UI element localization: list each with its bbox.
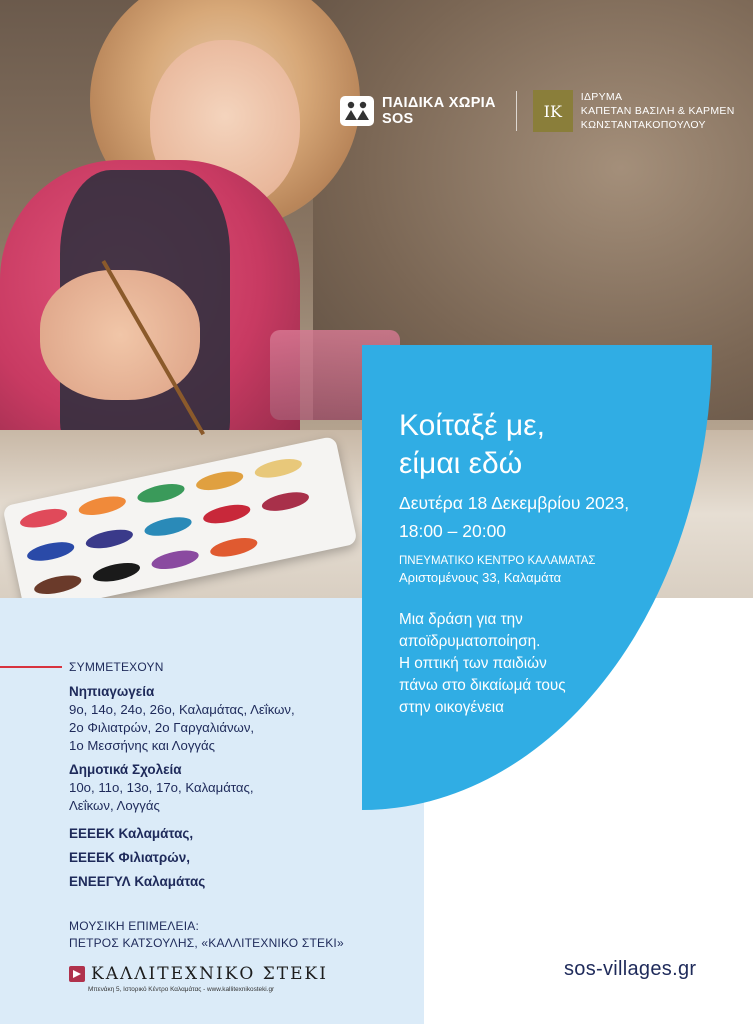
website-link[interactable]: sos-villages.gr [564,958,697,980]
kallitexniko-address: Μπενάκη 5, Ιστορικό Κέντρο Καλαμάτας - www.kallitexnikosteki.gr [88,986,275,993]
school-item: ΕΝΕΕΓΥΛ Καλαμάτας [69,874,206,889]
sos-children-icon [340,96,374,126]
primary-schools-title: Δημοτικά Σχολεία [69,762,182,777]
section-accent-line [0,666,62,668]
list-item: 2ο Φιλιατρών, 2ο Γαργαλιάνων, [69,720,255,735]
logo-divider [516,91,517,131]
foundation-logo-text: ΙΔΡΥΜΑ ΚΑΠΕΤΑΝ ΒΑΣΙΛΗ & ΚΑΡΜΕΝ ΚΩΝΣΤΑΝΤΑΚΟΠΟΥΛΟΥ [580,91,735,131]
kindergartens-title: Νηπιαγωγεία [69,684,155,699]
foundation-logo-icon: IK [533,90,573,132]
event-address: Αριστομένους 33, Καλαμάτα [399,570,562,585]
participants-list [69,683,409,891]
list-item: 1ο Μεσσήνης και Λογγάς [69,738,215,753]
event-date: Δευτέρα 18 Δεκεμβρίου 2023, [399,493,630,513]
kallitexniko-logo [69,964,328,984]
list-item: 9ο, 14ο, 24ο, 26ο, Καλαμάτας, Λεΐκων, [69,702,295,717]
music-credit: ΜΟΥΣΙΚΗ ΕΠΙΜΕΛΕΙΑ: ΠΕΤΡΟΣ ΚΑΤΣΟΥΛΗΣ, «ΚΑΛΛΙΤΕΧΝΙΚΟ ΣΤΕΚΙ» [69,919,344,950]
school-item: ΕΕΕΕΚ Φιλιατρών, [69,850,190,865]
event-title: Κοίταξέ με, είμαι εδώ [399,409,545,480]
sos-logo-text: ΠΑΙΔΙΚΑ ΧΩΡΙΑ SOS [382,95,496,127]
participants-heading: ΣΥΜΜΕΤΕΧΟΥΝ [69,660,164,674]
event-venue: ΠΝΕΥΜΑΤΙΚΟ ΚΕΝΤΡΟ ΚΑΛΑΜΑΤΑΣ [399,555,596,567]
list-item: Λεΐκων, Λογγάς [69,798,160,813]
partner-logos [340,88,735,134]
event-info-box [362,345,712,810]
list-item: 10ο, 11ο, 13ο, 17ο, Καλαμάτας, [69,780,254,795]
event-description: Μια δράση για την αποϊδρυματοποίηση. Η οπτική των παιδιών πάνω στο δικαίωμά τους στην οικογένεια [399,611,566,716]
event-time: 18:00 – 20:00 [399,521,507,541]
kallitexniko-name: ΚΑΛΛΙΤΕΧΝΙΚΟ ΣΤΕΚΙ [91,964,328,984]
kallitexniko-icon [69,966,85,982]
school-item: ΕΕΕΕΚ Καλαμάτας, [69,826,194,841]
